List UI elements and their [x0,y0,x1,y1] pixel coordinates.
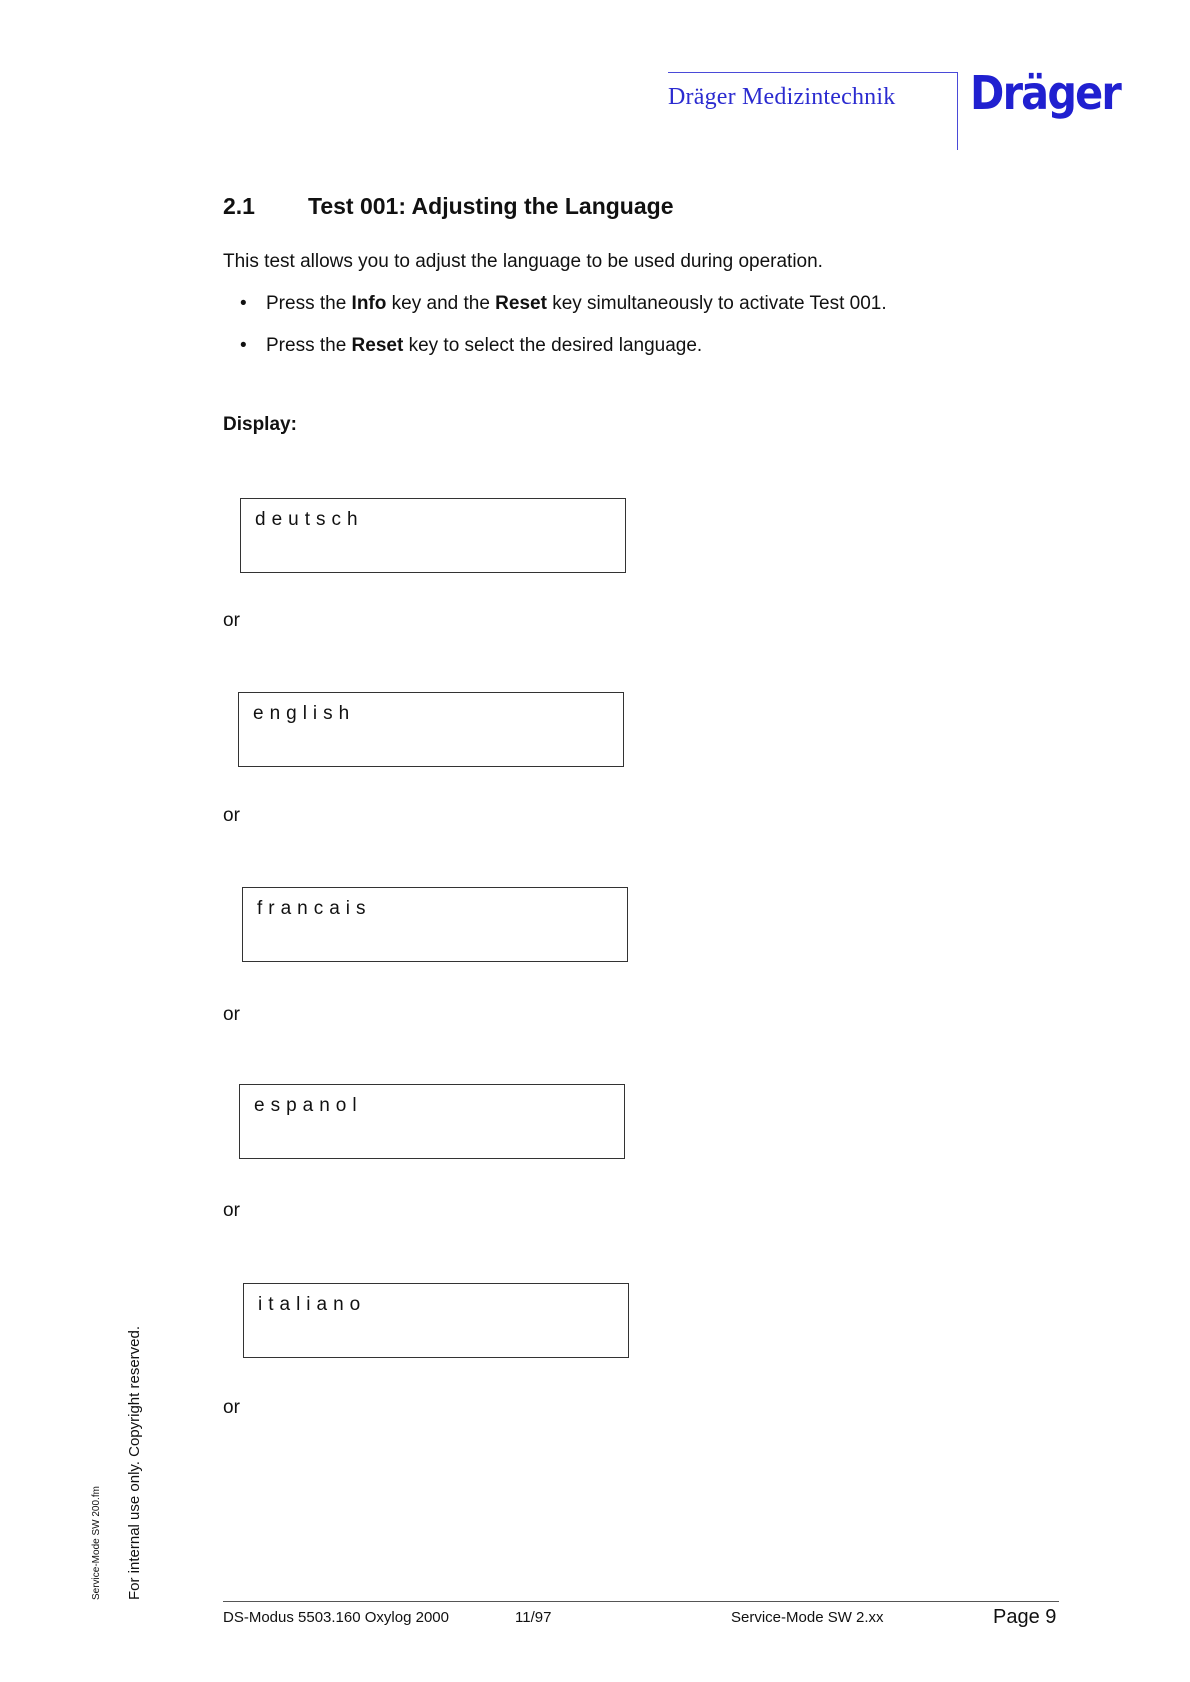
key-name: Info [351,293,387,314]
brand-name: Dräger Medizintechnik [668,84,896,110]
display-box-italiano [243,1283,629,1358]
display-label: Display: [223,414,297,435]
display-box-english [238,692,624,767]
display-box-espanol [239,1084,625,1159]
or-separator: or [223,1200,240,1221]
footer-rule [223,1601,1059,1602]
or-separator: or [223,1397,240,1418]
or-separator: or [223,610,240,631]
bullet-text: Press the Info key and the Reset key simultaneously to activate Test 001. [266,293,887,314]
display-text: espanol [254,1095,363,1116]
bullet-text: Press the Reset key to select the desired language. [266,335,703,356]
section-title: Test 001: Adjusting the Language [308,193,674,219]
header-rule-horizontal [668,72,958,73]
footer-mode: Service-Mode SW 2.xx [731,1609,884,1626]
header-rule-vertical [957,72,958,150]
key-name: Reset [495,293,547,314]
display-text: deutsch [255,509,364,530]
display-box-francais [242,887,628,962]
bullet-marker: • [240,293,247,314]
display-text: francais [257,898,372,919]
side-copyright: For internal use only. Copyright reserved. [126,1325,143,1600]
display-text: italiano [258,1294,367,1315]
or-separator: or [223,1004,240,1025]
page-number: Page 9 [993,1606,1057,1628]
section-number: 2.1 [223,193,255,219]
bullet-marker: • [240,335,247,356]
display-box-deutsch [240,498,626,573]
footer-document: DS-Modus 5503.160 Oxylog 2000 [223,1609,449,1626]
footer-date: 11/97 [515,1609,552,1626]
key-name: Reset [351,335,404,356]
drager-logo: Dräger [970,66,1121,120]
or-separator: or [223,805,240,826]
side-filename: Service-Mode SW 200.fm [91,1486,102,1600]
intro-paragraph: This test allows you to adjust the language to be used during operation. [223,251,823,272]
display-text: english [253,703,356,724]
